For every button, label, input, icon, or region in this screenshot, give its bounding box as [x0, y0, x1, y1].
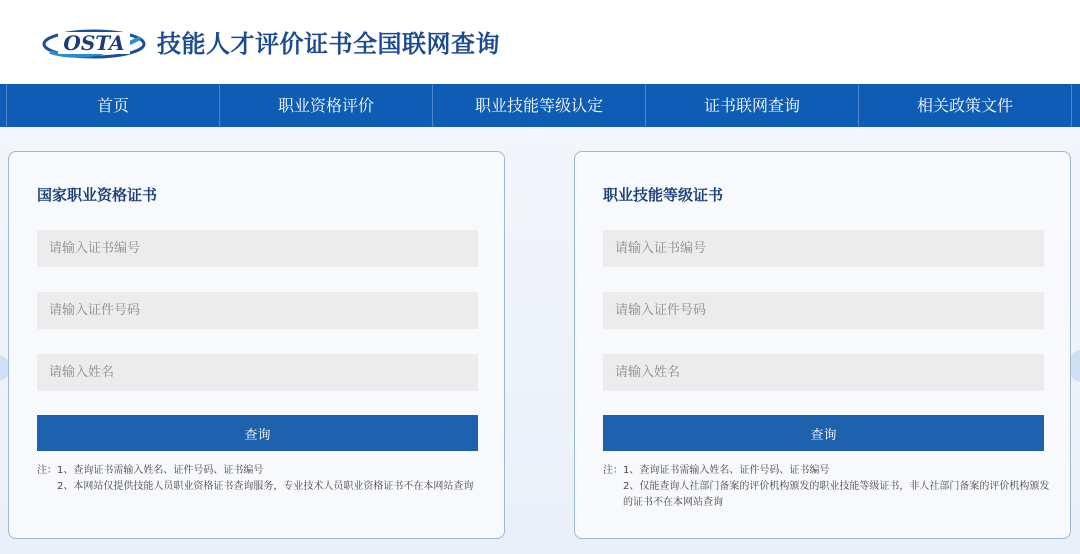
certificate-number-input[interactable]	[37, 230, 478, 267]
site-title: 技能人才评价证书全国联网查询	[157, 30, 500, 58]
notes	[603, 463, 1053, 511]
query-button[interactable]: 查询	[37, 415, 478, 451]
note-text: 1、查询证书需输入姓名、证件号码、证书编号	[623, 465, 830, 476]
note-line	[37, 463, 487, 479]
nav-item-home[interactable]: 首页	[7, 84, 220, 127]
notes	[37, 463, 487, 495]
id-number-input[interactable]	[603, 292, 1044, 329]
header	[0, 0, 1080, 84]
note-text: 2、本网站仅提供技能人员职业资格证书查询服务，专业技术人员职业资格证书不在本网站查询	[57, 481, 474, 492]
nav-item-certificate-query[interactable]: 证书联网查询	[646, 84, 859, 127]
svg-text:OSTA: OSTA	[63, 31, 125, 55]
name-input[interactable]	[37, 354, 478, 391]
id-number-input[interactable]	[37, 292, 478, 329]
name-input[interactable]	[603, 354, 1044, 391]
note-line	[603, 463, 1053, 479]
note-text: 1、查询证书需输入姓名、证件号码、证书编号	[57, 465, 264, 476]
query-button[interactable]: 查询	[603, 415, 1044, 451]
qualification-certificate-panel	[8, 151, 505, 539]
nav-item-skill-level-certification[interactable]: 职业技能等级认定	[433, 84, 646, 127]
note-line	[37, 479, 487, 495]
note-prefix: 注：	[37, 465, 57, 476]
note-line	[603, 479, 1053, 511]
main-nav	[0, 84, 1080, 127]
osta-logo[interactable]	[40, 18, 148, 64]
nav-item-qualification-evaluation[interactable]: 职业资格评价	[220, 84, 433, 127]
panel-title: 职业技能等级证书	[603, 186, 724, 204]
nav-item-policy-documents[interactable]: 相关政策文件	[859, 84, 1072, 127]
note-prefix: 注：	[603, 465, 623, 476]
panel-title: 国家职业资格证书	[37, 186, 158, 204]
note-text: 2、仅能查询人社部门备案的评价机构颁发的职业技能等级证书，非人社部门备案的评价机构颁发的证书不在本网站查询	[623, 481, 1050, 508]
nav-edge	[0, 84, 7, 127]
certificate-number-input[interactable]	[603, 230, 1044, 267]
skill-level-certificate-panel	[574, 151, 1071, 539]
